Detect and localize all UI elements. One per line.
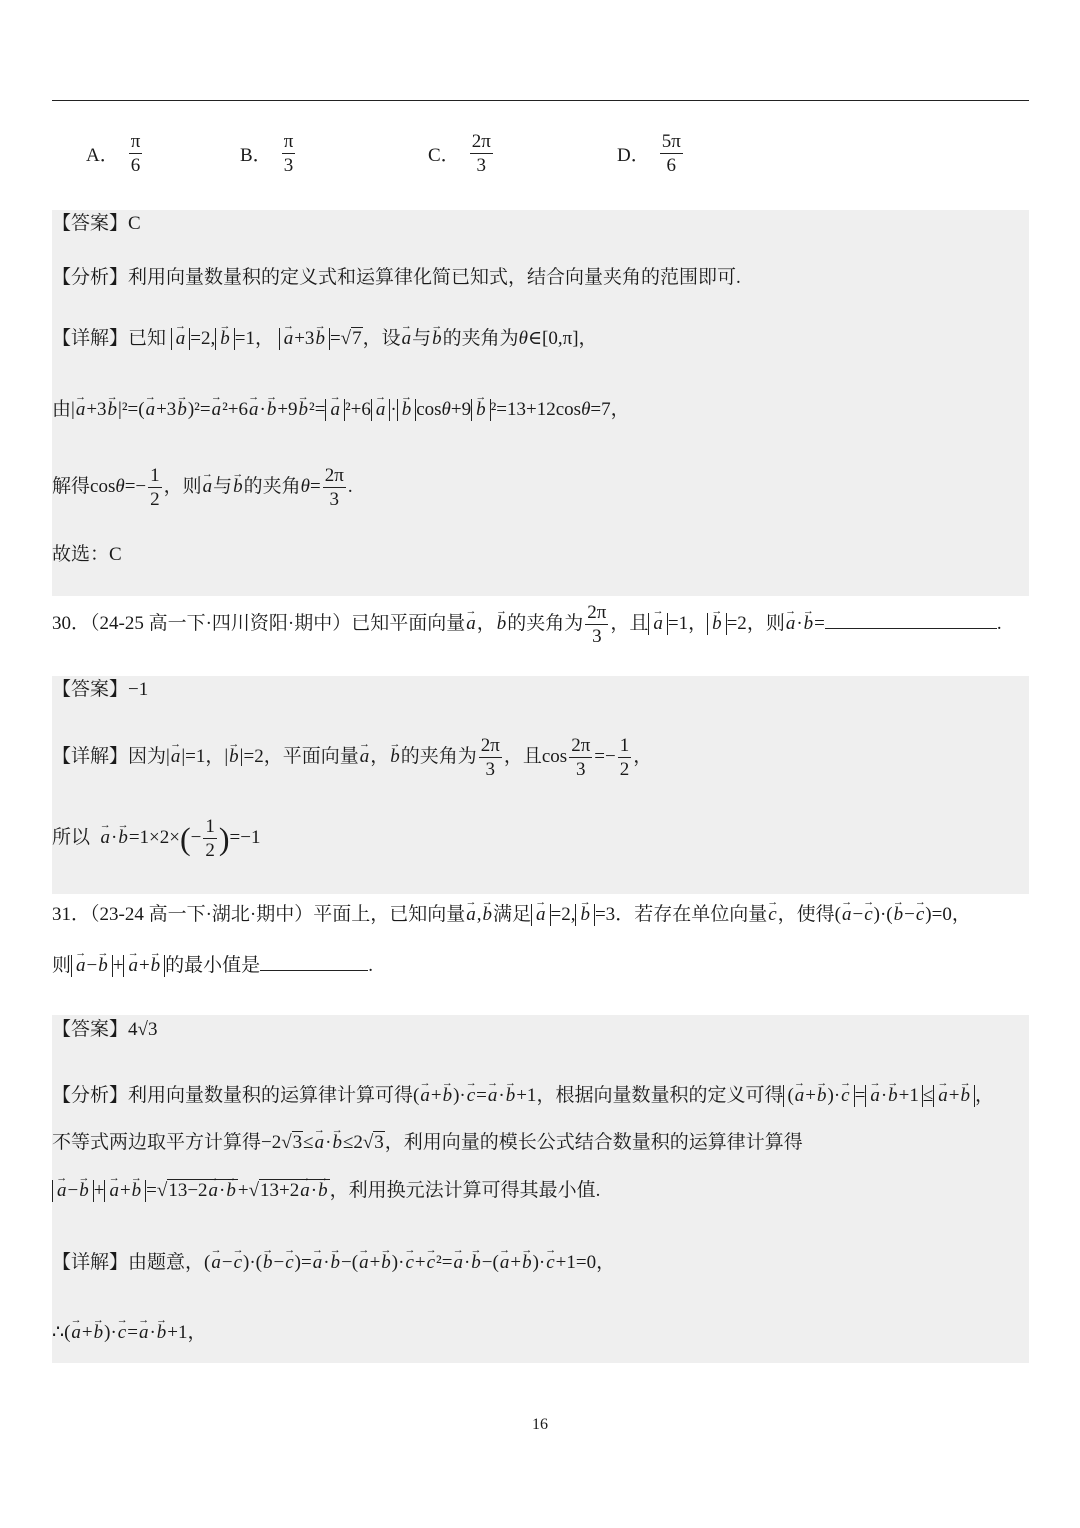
option-c: C． $\frac{2\pi}{3}$ bbox=[428, 131, 491, 176]
page-number: 16 bbox=[532, 1416, 548, 1433]
option-d: D． $\frac{5\pi}{6}$ bbox=[617, 131, 681, 176]
answer-line-31: 【答案】4√3 bbox=[52, 1019, 158, 1040]
choose-line-29: 故选：C bbox=[52, 544, 122, 565]
detail-line-30-1: 【详解】因为|→ a|=1，|→ b|=2，平面向量→ a，→ b的夹角为 $\frac{2\pi}{3}$ ，且cos $\frac{2\pi}{3}$ =− $\frac{1}{2}$ ， bbox=[52, 736, 652, 779]
analysis-line-29: 【分析】利用向量数量积的定义式和运算律化简已知式，结合向量夹角的范围即可. bbox=[52, 267, 741, 288]
question-31-stem-1: 31．（23-24 高一下·湖北·期中）平面上，已知向量→ a,→ b满足→ a =2,→ b =3．若存在单位向量→ c，使得(→ a−→ c)·(→ b−→ c)=0， bbox=[52, 902, 971, 928]
question-31-stem-2: 则→ a−→ b +→ a+→ b 的最小值是 . bbox=[52, 953, 373, 979]
option-a: A． $\frac{\pi}{6}$ bbox=[86, 131, 141, 176]
option-b: B． $\frac{\pi}{3}$ bbox=[240, 131, 294, 176]
detail-line-31-2: ∴(→ a+→ b)·→ c=→ a·→ b+1， bbox=[52, 1320, 207, 1346]
question-30-stem: 30．（24-25 高一下·四川资阳·期中）已知平面向量→ a，→ b的夹角为 $\frac{2\pi}{3}$ ，且→ a =1，→ b =2，则→ a·→ b= . bbox=[52, 603, 1002, 646]
detail-line-30-2: 所以 → a·→ b=1×2×(− $\frac{1}{2}$ )=−1 bbox=[52, 817, 260, 860]
header-rule bbox=[52, 100, 1029, 101]
detail-line-29-3: 解得cosθ=− $\frac{1}{2}$ ，则→ a与→ b的夹角θ= $\frac{2\pi}{3}$ . bbox=[52, 466, 353, 509]
detail-line-29-2: 由|→ a+3→ b|²=(→ a+3→ b)²=→ a²+6→ a·→ b+9→ b²=→ a ²+6→ a ·→ b cosθ+9→ b ²=13+12cosθ=7， bbox=[52, 397, 630, 423]
analysis-line-31-2: 不等式两边取平方计算得−2√3≤→ a·→ b≤2√3，利用向量的模长公式结合数量积的运算律计算得 bbox=[52, 1130, 803, 1156]
analysis-line-31-1: 【分析】利用向量数量积的运算律计算可得(→ a+→ b)·→ c=→ a·→ b+1，根据向量数量积的定义可得 (→ a+→ b)·→ c =→ a·→ b+1 ≤→ a+→ b ， bbox=[52, 1083, 994, 1109]
answer-line-30: 【答案】−1 bbox=[52, 679, 149, 700]
analysis-line-31-3: → a−→ b +→ a+→ b =√13−2→ a·→ b +√13+2→ a·→ b ，利用换元法计算可得其最小值. bbox=[52, 1178, 600, 1204]
answer-block-30 bbox=[52, 676, 1029, 894]
answer-line-29: 【答案】C bbox=[52, 213, 141, 234]
detail-line-31-1: 【详解】由题意，(→ a−→ c)·(→ b−→ c)=→ a·→ b−(→ a+→ b)·→ c+→ c²=→ a·→ b−(→ a+→ b)·→ c+1=0， bbox=[52, 1250, 615, 1276]
detail-line-29-1: 【详解】已知 → a =2,→ b =1， → a+3→ b =√7，设→ a与→ b的夹角为θ∈[0,π]， bbox=[52, 326, 598, 352]
